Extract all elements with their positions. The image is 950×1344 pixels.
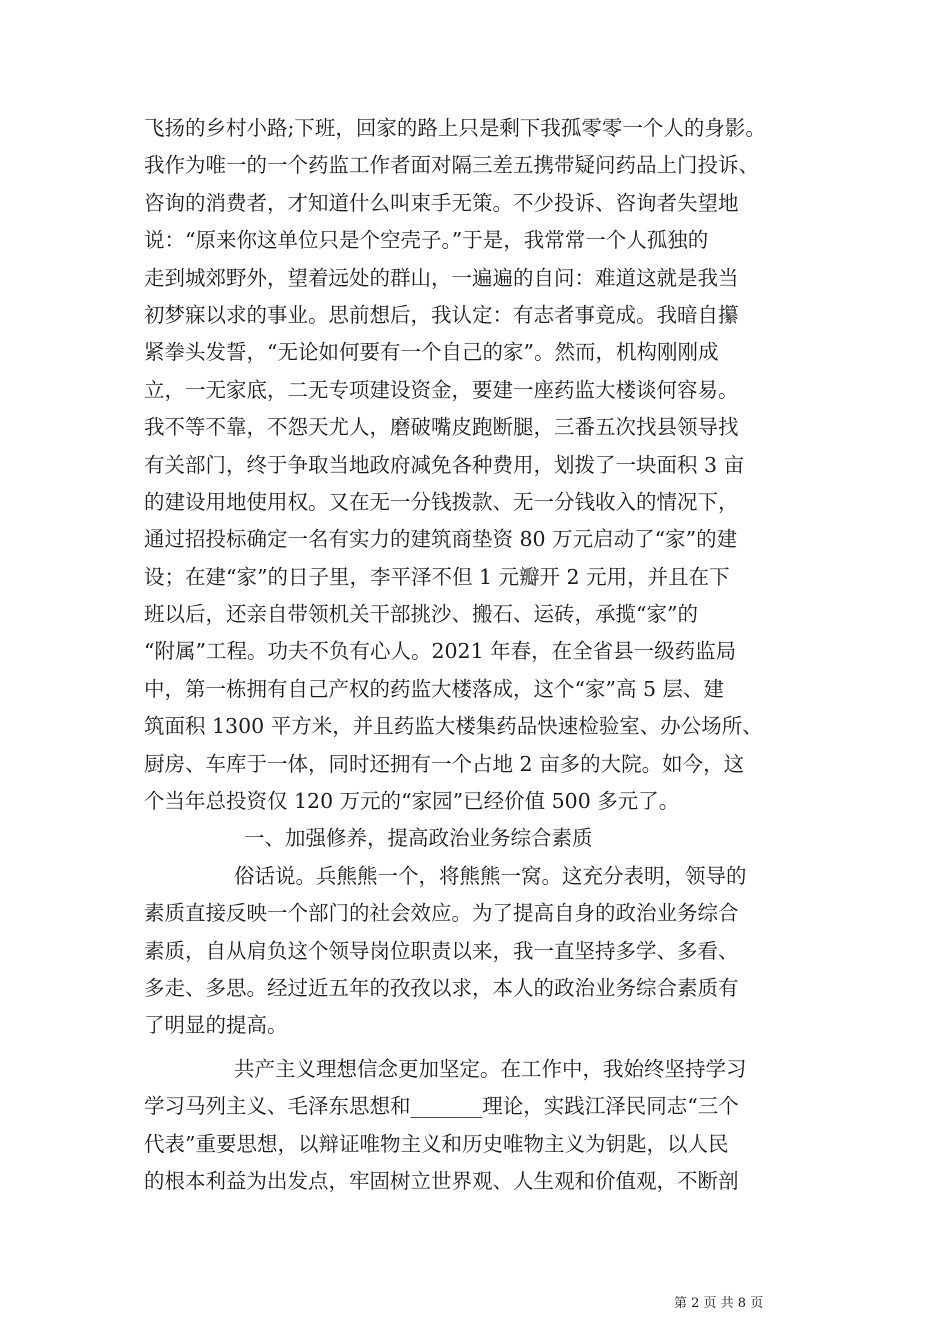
text-line: 初梦寐以求的事业。思前想后，我认定：有志者事竟成。我暗自攥 — [144, 302, 739, 327]
text-line: 立，一无家底，二无专项建设资金，要建一座药监大楼谈何容易。 — [144, 377, 739, 402]
section-heading: 一、加强修养，提高政治业务综合素质 — [244, 826, 593, 851]
text-line: 咨询的消费者，才知道什么叫束手无策。不少投诉、咨询者失望地 — [144, 190, 739, 215]
text-line: 共产主义理想信念更加坚定。在工作中，我始终坚持学习 — [234, 1056, 747, 1081]
text-line: 学习马列主义、毛泽东思想和_______理论，实践江泽民同志“三个 — [144, 1094, 739, 1119]
text-line: 俗话说。兵熊熊一个，将熊熊一窝。这充分表明，领导的 — [234, 863, 747, 888]
text-line: 紧拳头发誓，“无论如何要有一个自己的家”。然而，机构刚刚成 — [144, 340, 719, 365]
text-line: 的建设用地使用权。又在无一分钱拨款、无一分钱收入的情况下， — [144, 489, 739, 514]
paragraph-1 — [144, 110, 814, 820]
text-line: 厨房、车库于一体，同时还拥有一个占地 2 亩多的大院。如今，这 — [144, 751, 745, 776]
text-line: 代表”重要思想，以辩证唯物主义和历史唯物主义为钥匙，以人民 — [144, 1131, 729, 1156]
document-body — [144, 110, 814, 1200]
text-line: 多走、多思。经过近五年的孜孜以求，本人的政治业务综合素质有 — [144, 975, 739, 1000]
text-line: 筑面积 1300 平方米，并且药监大楼集药品快速检验室、办公场所、 — [144, 714, 763, 739]
text-line: 素质，自从肩负这个领导岗位职责以来，我一直坚持多学、多看、 — [144, 938, 739, 963]
text-line: 飞扬的乡村小路;下班，回家的路上只是剩下我孤零零一个人的身影。 — [144, 116, 766, 140]
text-line: 个当年总投资仅 120 万元的“家园”已经价值 500 多元了。 — [144, 789, 680, 814]
text-line: 中，第一栋拥有自己产权的药监大楼落成，这个“家”高 5 层、建 — [144, 676, 725, 701]
page-number: 第 2 页 共 8 页 — [674, 1296, 764, 1311]
text-line: “附属”工程。功夫不负有心人。2021 年春，在全省县一级药监局 — [144, 639, 737, 664]
text-line: 我不等不靠，不怨天尤人，磨破嘴皮跑断腿，三番五次找县领导找 — [144, 415, 739, 440]
text-line: 有关部门，终于争取当地政府减免各种费用，划拨了一块面积 3 亩 — [144, 452, 745, 477]
text-line: 通过招投标确定一名有实力的建筑商垫资 80 万元启动了“家”的建 — [144, 527, 738, 552]
text-line: 素质直接反映一个部门的社会效应。为了提高自身的政治业务综合 — [144, 901, 739, 926]
paragraph-3 — [144, 1051, 814, 1201]
text-line: 我作为唯一的一个药监工作者面对隔三差五携带疑问药品上门投诉、 — [144, 153, 759, 178]
text-line: 设；在建“家”的日子里，李平泽不但 1 元瓣开 2 元用，并且在下 — [144, 564, 730, 589]
text-line: 班以后，还亲自带领机关干部挑沙、搬石、运砖，承揽“家”的 — [144, 602, 698, 627]
text-line: 的根本利益为出发点，牢固树立世界观、人生观和价值观，不断剖 — [144, 1168, 739, 1193]
paragraph-2 — [144, 858, 814, 1045]
text-line: 走到城郊野外，望着远处的群山，一遍遍的自问：难道这就是我当 — [144, 265, 739, 290]
text-line: 了明显的提高。 — [144, 1013, 288, 1038]
text-line: 说：“原来你这单位只是个空壳子。”于是，我常常一个人孤独的 — [144, 228, 709, 253]
